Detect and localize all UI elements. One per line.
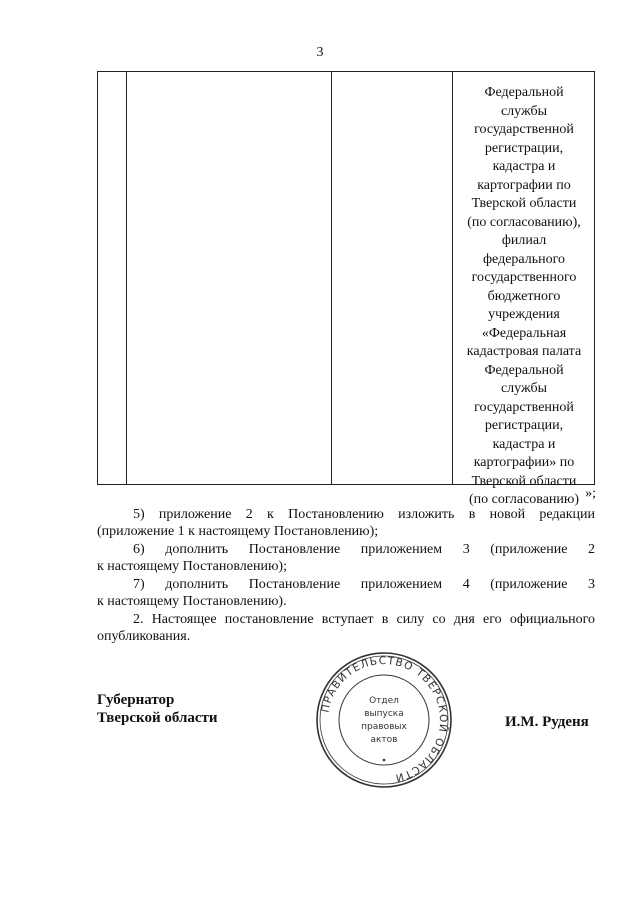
table-cell-line: кадастровая палата	[466, 344, 582, 359]
table-column-divider	[331, 72, 332, 484]
item-2-line-1: 2. Настоящее постановление вступает в силу со дня его официального	[133, 612, 595, 627]
table-cell-line: государственного	[471, 270, 577, 285]
table-cell-line: службы	[500, 381, 548, 396]
stamp-seal-icon	[314, 650, 454, 790]
table-cell-responsible-bodies	[454, 84, 594, 510]
official-stamp	[314, 650, 454, 790]
table-fragment	[97, 71, 595, 507]
table-cell-line: филиал	[501, 233, 547, 248]
page-number: 3	[316, 45, 324, 60]
stamp-center-line-2: выпуска	[364, 709, 404, 719]
signature-title-line-1: Губернатор	[97, 692, 175, 708]
signature-title-line-2: Тверской области	[97, 710, 218, 726]
item-7-line-1: 7) дополнить Постановление приложением 4 (приложение 3	[133, 577, 595, 592]
table-cell-line: регистрации,	[484, 140, 564, 156]
table-cell-line: Тверской области	[471, 473, 577, 489]
table-cell-line: кадастра и	[492, 436, 556, 452]
item-6-line-1: 6) дополнить Постановление приложением 3 (приложение 2	[133, 542, 595, 557]
table-cell-line: картографии» по	[473, 455, 575, 470]
item-2-line-2: опубликования.	[97, 629, 191, 644]
item-7-paragraph	[97, 576, 595, 610]
item-6-paragraph	[97, 541, 595, 575]
signature-title	[97, 691, 218, 727]
stamp-ring-text: ПРАВИТЕЛЬСТВО ТВЕРСКОЙ ОБЛАСТИ	[319, 654, 450, 784]
closing-quote: »;	[585, 486, 596, 501]
table-column-divider	[126, 72, 127, 484]
item-5-line-2: (приложение 1 к настоящему Постановлению);	[97, 524, 379, 539]
table-cell-line: Федеральной	[484, 362, 564, 378]
item-6-line-2: к настоящему Постановлению);	[97, 559, 287, 574]
table-cell-line: кадастра и	[492, 159, 556, 174]
table-cell-line: службы	[500, 103, 548, 119]
table-cell-line: регистрации,	[484, 418, 564, 433]
table-cell-line: Тверской области	[471, 196, 577, 211]
table-cell-line: учреждения	[488, 307, 560, 322]
item-7-line-2: к настоящему Постановлению).	[97, 594, 287, 609]
table-cell-line: Федеральной	[484, 85, 564, 100]
table-cell-line: государственной	[474, 399, 574, 415]
item-5-line-1: 5) приложение 2 к Постановлению изложить в новой редакции	[133, 507, 595, 522]
table-column-divider	[452, 72, 453, 484]
stamp-center-line-3: правовых	[361, 722, 407, 732]
table-cell-line: картографии по	[477, 177, 571, 193]
item-2-paragraph	[97, 611, 595, 645]
table-cell-line: (по согласованию)	[468, 492, 580, 507]
table-cell-line: бюджетного	[487, 288, 561, 304]
table-cell-line: (по согласованию),	[467, 214, 581, 230]
signature-name: И.М. Руденя	[505, 714, 589, 730]
table-cell-line: «Федеральная	[481, 325, 567, 341]
table-cell-line: федерального	[482, 251, 566, 267]
stamp-center-line-4: актов	[370, 735, 398, 745]
table-cell-line: государственной	[474, 122, 574, 137]
stamp-center-line-1: Отдел	[369, 696, 399, 706]
item-5-paragraph	[97, 506, 595, 540]
